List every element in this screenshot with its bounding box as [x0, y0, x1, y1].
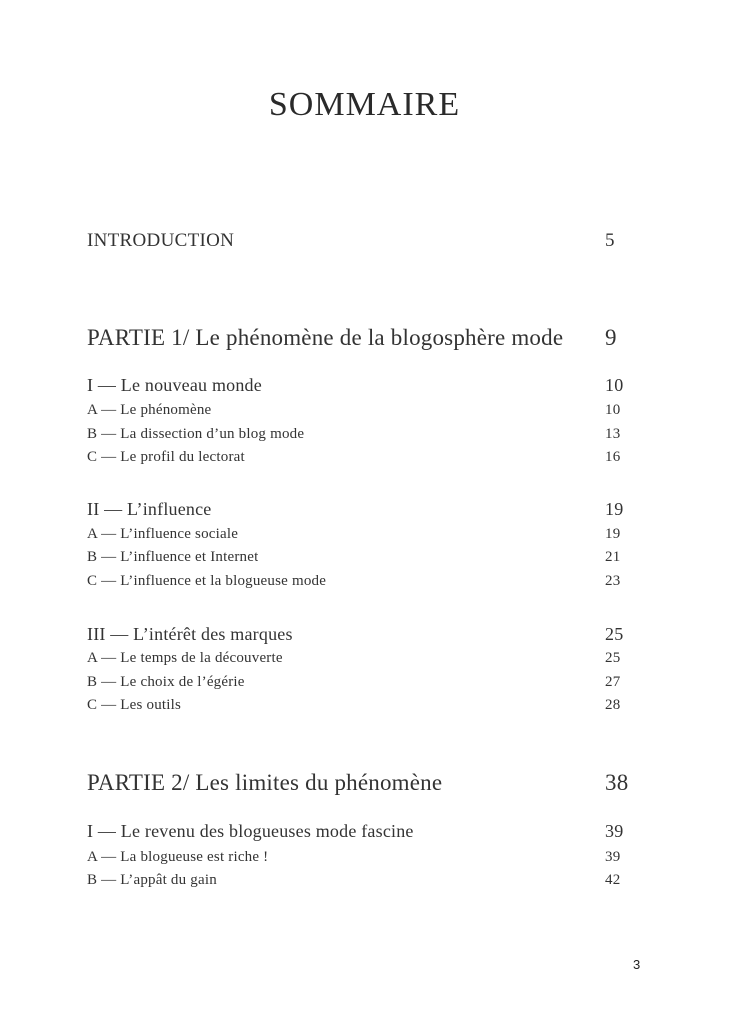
- toc-entry-label: C — L’influence et la blogueuse mode: [87, 573, 327, 589]
- toc-entry-section: [87, 573, 627, 590]
- page-title: SOMMAIRE: [268, 86, 461, 123]
- toc-entry-section: [87, 849, 627, 866]
- toc-entry-part1-chapter-1: [87, 375, 627, 396]
- toc-entry-label: C — Les outils: [87, 697, 182, 713]
- toc-entry-page: 42: [605, 872, 621, 888]
- toc-entry-label: B — Le choix de l’égérie: [87, 674, 245, 690]
- toc-entry-page: 19: [605, 526, 621, 542]
- toc-entry-page: 9: [605, 325, 617, 350]
- toc-entry-page: 25: [605, 624, 624, 644]
- toc-entry-label: I — Le revenu des blogueuses mode fascine: [87, 821, 414, 841]
- toc-entry-label: A — Le temps de la découverte: [87, 650, 283, 666]
- toc-entry-page: 16: [605, 449, 621, 465]
- toc-entry-label: PARTIE 2/ Les limites du phénomène: [87, 770, 443, 795]
- toc-entry-label: INTRODUCTION: [87, 230, 235, 251]
- toc-entry-page: 13: [605, 426, 621, 442]
- toc-entry-page: 28: [605, 697, 621, 713]
- toc-entry-section: [87, 549, 627, 566]
- toc-entry-page: 39: [605, 821, 624, 841]
- toc-entry-page: 5: [605, 230, 615, 251]
- toc-entry-page: 21: [605, 549, 621, 565]
- toc-entry-section: [87, 650, 627, 667]
- toc-entry-page: 25: [605, 650, 621, 666]
- toc-entry-part-2: [87, 770, 627, 796]
- toc-entry-section: [87, 674, 627, 691]
- toc-entry-label: A — L’influence sociale: [87, 526, 239, 542]
- toc-entry-part1-chapter-2: [87, 499, 627, 520]
- toc-entry-part-1: [87, 325, 627, 351]
- toc-entry-label: C — Le profil du lectorat: [87, 449, 245, 465]
- toc-entry-label: I — Le nouveau monde: [87, 375, 262, 395]
- toc-entry-section: [87, 449, 627, 466]
- toc-entry-part1-chapter-3: [87, 624, 627, 645]
- toc-entry-part2-chapter-1: [87, 821, 627, 842]
- toc-entry-section: [87, 402, 627, 419]
- toc-entry-page: 10: [605, 402, 621, 418]
- toc-entry-label: A — Le phénomène: [87, 402, 212, 418]
- page-number: 3: [633, 957, 641, 972]
- toc-entry-label: A — La blogueuse est riche !: [87, 849, 269, 865]
- toc-entry-page: 10: [605, 375, 624, 395]
- toc-entry-page: 27: [605, 674, 621, 690]
- toc-entry-section: [87, 526, 627, 543]
- toc-entry-label: III — L’intérêt des marques: [87, 624, 293, 644]
- toc-entry-introduction: [87, 230, 627, 252]
- toc-entry-page: 39: [605, 849, 621, 865]
- toc-entry-page: 23: [605, 573, 621, 589]
- toc-entry-section: [87, 872, 627, 889]
- toc-entry-page: 19: [605, 499, 624, 519]
- toc-entry-section: [87, 697, 627, 714]
- toc-entry-section: [87, 426, 627, 443]
- toc-entry-label: PARTIE 1/ Le phénomène de la blogosphère mode: [87, 325, 564, 350]
- toc-entry-page: 38: [605, 770, 629, 795]
- toc-entry-label: B — L’appât du gain: [87, 872, 217, 888]
- toc-entry-label: B — L’influence et Internet: [87, 549, 259, 565]
- toc-entry-label: II — L’influence: [87, 499, 212, 519]
- toc-entry-label: B — La dissection d’un blog mode: [87, 426, 305, 442]
